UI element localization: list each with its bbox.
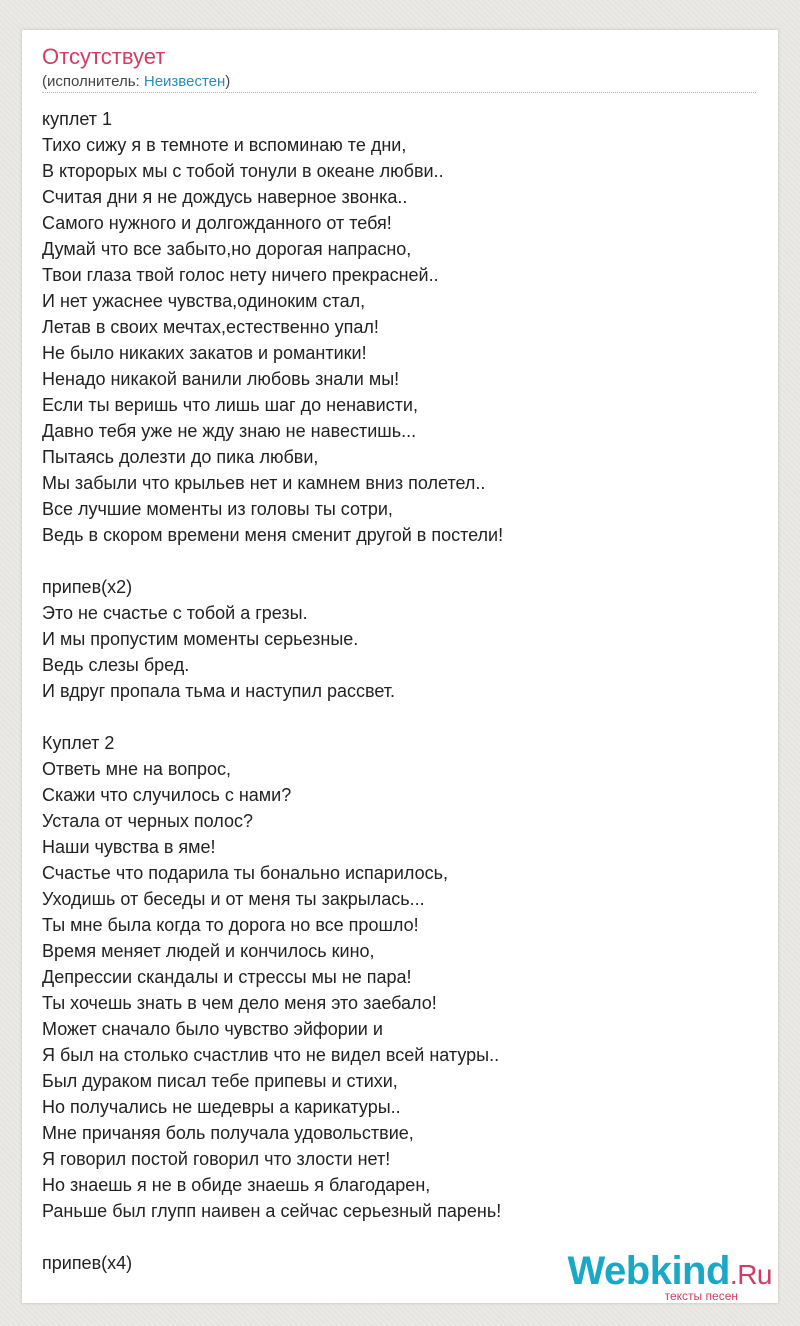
lyrics-card (22, 30, 778, 1303)
logo-main-text: Webkind (567, 1249, 730, 1293)
artist-link[interactable]: Неизвестен (143, 73, 226, 90)
title-divider (42, 92, 756, 93)
lyrics-text: куплет 1 Тихо сижу я в темноте и вспоминаю те дни, В кторорых мы с тобой тонули в океане любви.. Считая дни я не дождусь наверное звонка.. Самого нужного и долгожданного от тебя! Думай что все забыто,но дорогая напрасно, Твои глаза твой голос нету ничего прекрасней.. И нет ужаснее чувства,одиноким стал, Летав в своих мечтах,естественно упал! Не было никаких закатов и романтики! Ненадо никакой ванили любовь знали мы! Если ты веришь что лишь шаг до ненависти, Давно тебя уже не жду знаю не навестишь... Пытаясь долезти до пика любви, Мы забыли что крыльев нет и камнем вниз полетел.. Все лучшие моменты из головы ты сотри, Ведь в скором времени меня сменит другой в постели! припев(x2) Это не счастье с тобой а грезы. И мы пропустим моменты серьезные. Ведь слезы бред. И вдруг пропала тьма и наступил рассвет. Куплет 2 Ответь мне на вопрос, Скажи что случилось с нами? Устала от черных полос? Наши чувства в яме! Счастье что подарила ты бонально испарилось, Уходишь от беседы и от меня ты закрылась... Ты мне была когда то дорога но все прошло! Время меняет людей и кончилось кино, Депрессии скандалы и стрессы мы не пара! Ты хочешь знать в чем дело меня это заебало! Может сначало было чувство эйфории и Я был на столько счастлив что не видел всей натуры.. Был дураком писал тебе припевы и стихи, Но получались не шедевры а карикатуры.. Мне причаняя боль получала удовольствие, Я говорил постой говорил что злости нет! Но знаешь я не в обиде знаешь я благодарен, Раньше был глупп наивен а сейчас серьезный парень! припев(x4) (42, 109, 504, 1273)
artist-suffix: ) (225, 73, 231, 90)
song-title: Отсутствует (42, 44, 166, 69)
logo-tld: .Ru (729, 1259, 772, 1290)
artist-line (42, 72, 230, 92)
logo-tagline: тексты песен (664, 1289, 738, 1303)
artist-prefix: (исполнитель: (42, 73, 144, 90)
webkind-logo[interactable] (567, 1251, 772, 1303)
